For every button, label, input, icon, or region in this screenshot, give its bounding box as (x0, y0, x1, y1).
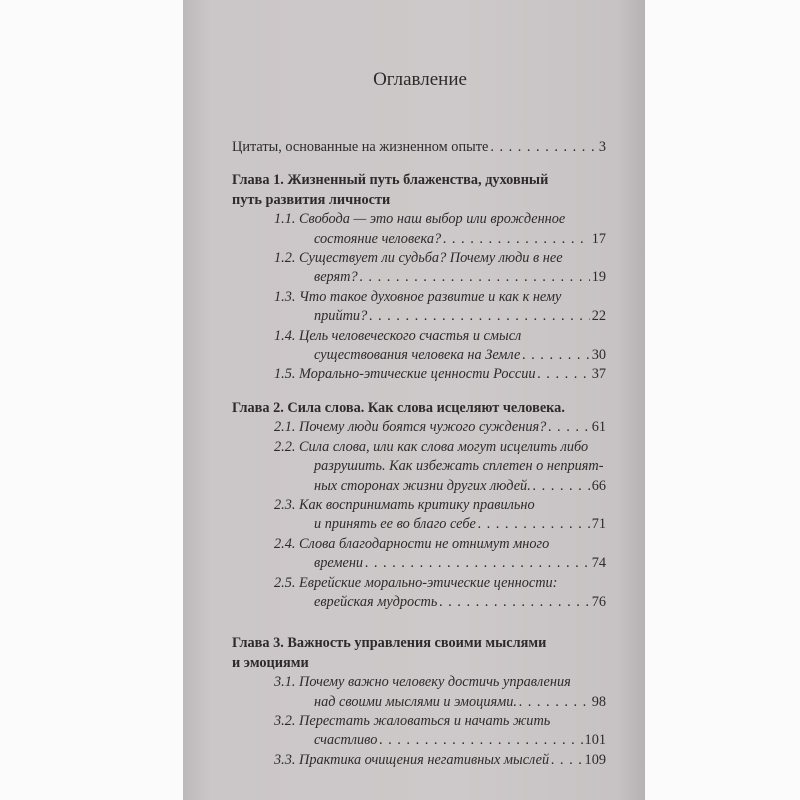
chapter-title: и эмоциями (232, 654, 309, 671)
section-title: и принять ее во благо себе (314, 516, 476, 533)
section-line (232, 712, 606, 731)
dot-leader (443, 230, 590, 249)
section-title: 3.1. Почему важно человеку достичь управления (274, 674, 571, 691)
page-title: Оглавление (373, 69, 467, 90)
page-number: 22 (591, 308, 606, 325)
page-number: 37 (591, 366, 606, 383)
section-line (232, 307, 606, 326)
dot-leader (365, 554, 590, 573)
page-number: 17 (591, 230, 606, 247)
dot-leader (379, 731, 582, 750)
chapter-title: Глава 3. Важность управления своими мыслями (232, 635, 547, 652)
section-title: 2.1. Почему люди боятся чужого суждения? (274, 419, 547, 436)
dot-leader (519, 693, 590, 712)
section-line (232, 554, 606, 573)
table-of-contents (232, 66, 606, 770)
entry-label: Цитаты, основанные на жизненном опыте (232, 139, 489, 155)
toc-entry-intro (232, 138, 606, 157)
section-title: 1.3. Что такое духовное развитие и как к нему (274, 288, 562, 305)
section-line (232, 288, 606, 307)
section-line (232, 731, 606, 750)
page-number: 101 (584, 732, 606, 749)
section-title: над своими мыслями и эмоциями. (314, 693, 517, 710)
section-line (232, 751, 606, 770)
dot-leader (478, 515, 590, 534)
section-line (232, 210, 606, 229)
page-number: 98 (591, 693, 606, 710)
section-line (232, 230, 606, 249)
section-entry (232, 712, 606, 751)
section-title: счастливо (314, 732, 378, 749)
section-line (232, 438, 606, 457)
dot-leader (522, 346, 589, 365)
chapter-title: путь развития личности (232, 191, 391, 208)
section-entry (232, 210, 606, 249)
page-number: 66 (591, 477, 606, 494)
section-entry (232, 496, 606, 535)
section-line (232, 496, 606, 515)
section-entry (232, 751, 606, 770)
section-title: 1.5. Морально-этические ценности России (274, 366, 536, 383)
section-title: 3.3. Практика очищения негативных мыслей (274, 751, 550, 768)
section-title: существования человека на Земле (314, 347, 521, 364)
section-line (232, 574, 606, 593)
page-number: 19 (591, 269, 606, 286)
dot-leader (533, 477, 590, 496)
section-title: 1.2. Существует ли судьба? Почему люди в нее (274, 250, 563, 267)
chapter-3 (232, 634, 606, 770)
section-entry (232, 249, 606, 288)
section-line (232, 249, 606, 268)
section-line (232, 457, 606, 476)
section-entry (232, 288, 606, 327)
section-title: разрушить. Как избежать сплетен о неприят- (314, 458, 604, 475)
section-entry (232, 574, 606, 613)
dot-leader (439, 593, 589, 612)
section-title: 2.3. Как воспринимать критику правильно (274, 496, 535, 513)
section-title: еврейская мудрость (314, 593, 438, 610)
section-title: прийти? (314, 308, 368, 325)
section-line (232, 477, 606, 496)
section-title: ных сторонах жизни других людей. (314, 477, 531, 494)
chapter-title: Глава 1. Жизненный путь блаженства, духовный (232, 172, 549, 189)
section-entry (232, 365, 606, 384)
dot-leader (360, 268, 590, 287)
section-line (232, 268, 606, 287)
dot-leader (369, 307, 589, 326)
section-title: 1.1. Свобода — это наш выбор или врожденное (274, 211, 566, 228)
dot-leader (551, 751, 582, 770)
section-entry (232, 438, 606, 496)
section-line (232, 327, 606, 346)
dot-leader (548, 418, 589, 437)
section-line (232, 535, 606, 554)
section-title: верят? (314, 269, 358, 286)
page-number: 76 (591, 593, 606, 610)
section-title: времени (314, 555, 364, 572)
section-entry (232, 327, 606, 366)
section-line (232, 515, 606, 534)
page-number: 109 (584, 751, 606, 768)
section-entry (232, 535, 606, 574)
section-entry (232, 418, 606, 437)
section-line (232, 693, 606, 712)
section-line (232, 346, 606, 365)
dot-leader (538, 365, 590, 384)
section-line (232, 673, 606, 692)
section-title: состояние человека? (314, 230, 442, 247)
section-entry (232, 673, 606, 712)
section-title: 2.5. Еврейские морально-этические ценности: (274, 574, 558, 591)
page-number: 3 (598, 139, 606, 155)
section-line (232, 593, 606, 612)
chapter-2 (232, 399, 606, 612)
section-title: 2.2. Сила слова, или как слова могут исцелить либо (274, 438, 589, 455)
dot-leader (490, 138, 597, 157)
page-number: 30 (591, 347, 606, 364)
section-title: 3.2. Перестать жаловаться и начать жить (274, 712, 551, 729)
page-number: 71 (591, 516, 606, 533)
chapter-1 (232, 171, 606, 384)
section-line (232, 418, 606, 437)
section-line (232, 365, 606, 384)
section-title: 1.4. Цель человеческого счастья и смысл (274, 327, 522, 344)
page-number: 61 (591, 419, 606, 436)
section-title: 2.4. Слова благодарности не отнимут много (274, 535, 550, 552)
page-number: 74 (591, 555, 606, 572)
chapter-title: Глава 2. Сила слова. Как слова исцеляют человека. (232, 399, 565, 416)
